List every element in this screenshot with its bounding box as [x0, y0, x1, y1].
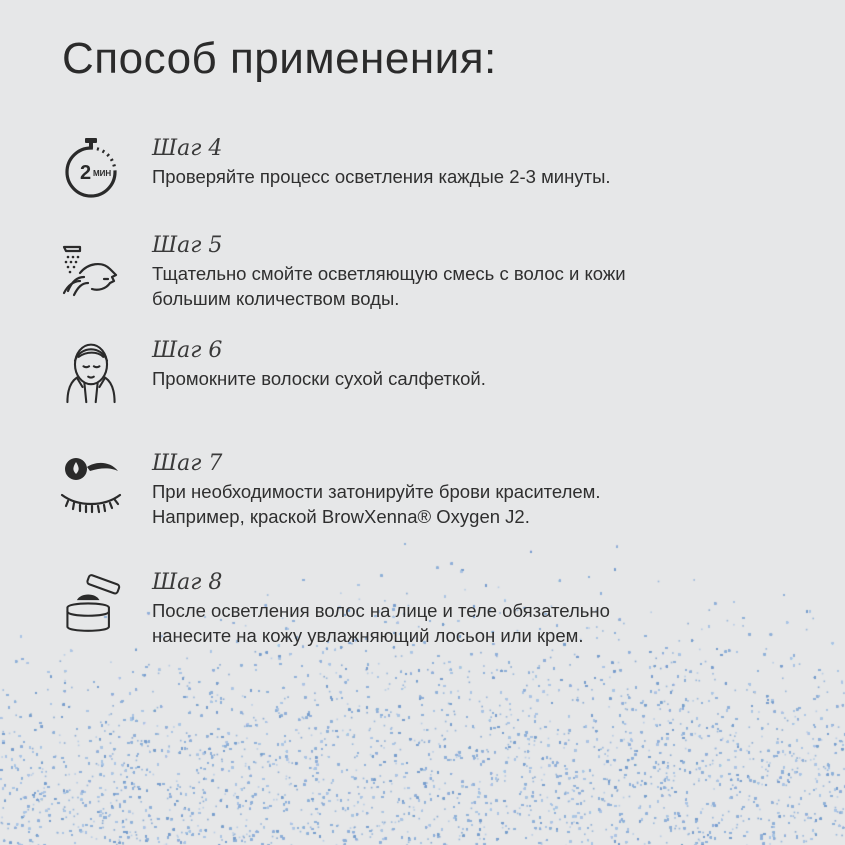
- timer-unit: МИН: [93, 169, 112, 178]
- timer-number: 2: [80, 162, 92, 184]
- step-7: [0, 451, 845, 541]
- step-text-line: большим количеством воды.: [152, 288, 400, 309]
- step-text-line: При необходимости затонируйте брови красителем.: [152, 481, 601, 502]
- face-towel-icon: [58, 338, 124, 404]
- step-text-line: Проверяйте процесс осветления каждые 2-3 минуты.: [152, 166, 611, 187]
- step-label: Шаг 8: [152, 570, 223, 595]
- step-text: [152, 164, 792, 189]
- step-label: Шаг 6: [152, 338, 223, 363]
- page-title: Способ применения:: [62, 34, 497, 83]
- step-5: [0, 233, 845, 323]
- step-4: [0, 136, 845, 226]
- eyebrow-tint-icon: [58, 451, 124, 517]
- step-text-line: нанесите на кожу увлажняющий лосьон или крем.: [152, 625, 584, 646]
- step-label: Шаг 5: [152, 233, 223, 258]
- step-6: [0, 338, 845, 428]
- step-text: [152, 261, 792, 311]
- step-text-line: После осветления волос на лице и теле обязательно: [152, 600, 610, 621]
- cream-jar-icon: [58, 570, 124, 636]
- timer-icon: [58, 136, 124, 202]
- step-text-line: Промокните волоски сухой салфеткой.: [152, 368, 486, 389]
- step-text-line: Тщательно смойте осветляющую смесь с волос и кожи: [152, 263, 626, 284]
- step-8: [0, 570, 845, 660]
- step-text: [152, 598, 792, 648]
- step-label: Шаг 7: [152, 451, 223, 476]
- shower-wash-icon: [58, 233, 124, 299]
- step-label: Шаг 4: [152, 136, 223, 161]
- step-text: [152, 479, 792, 529]
- step-text-line: Например, краской BrowXenna® Oxygen J2.: [152, 506, 530, 527]
- step-text: [152, 366, 792, 391]
